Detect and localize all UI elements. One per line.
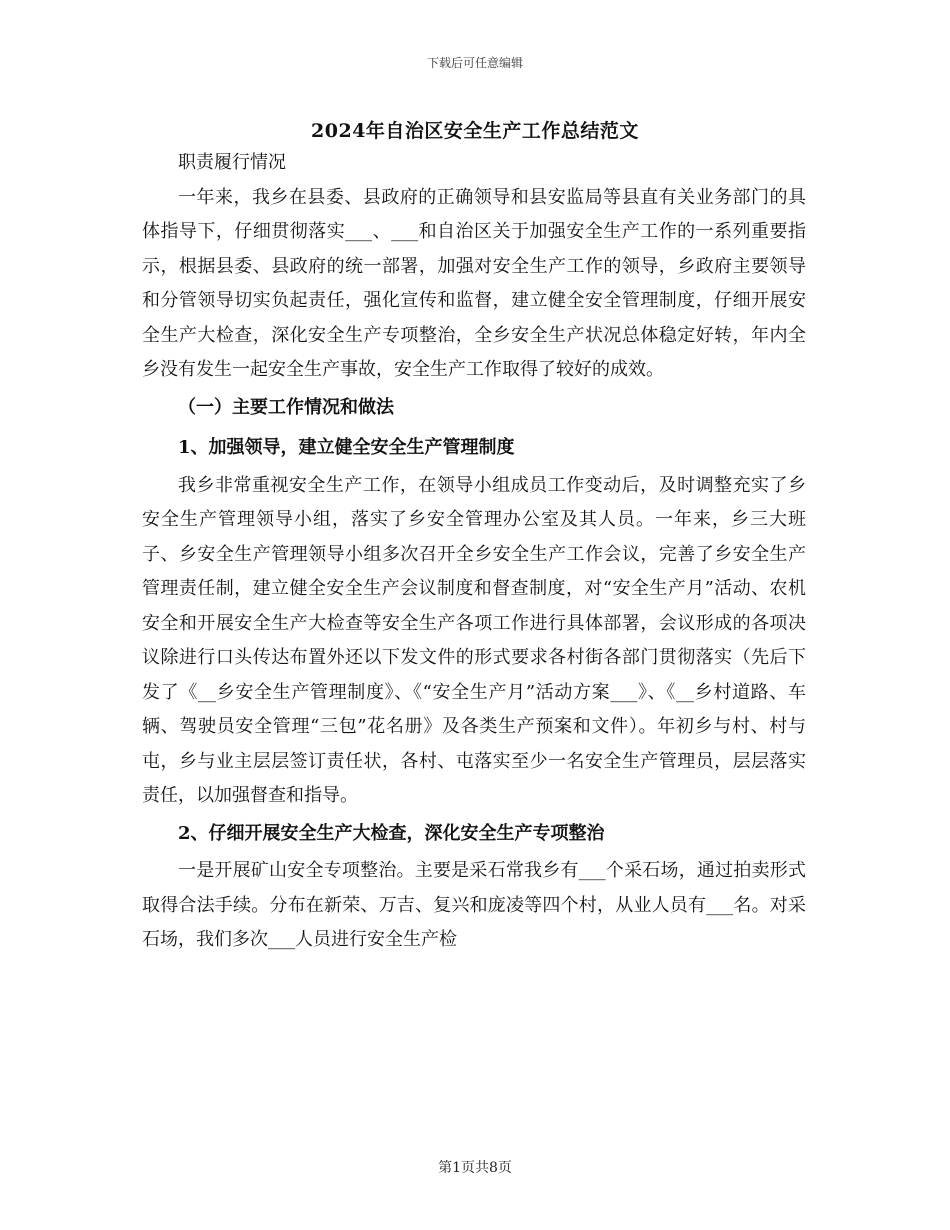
paragraph-intro: 一年来，我乡在县委、县政府的正确领导和县安监局等县直有关业务部门的具体指导下，仔细贯彻落实___、___和自治区关于加强安全生产工作的一系列重要指示，根据县委、县政府的统一部署，加强对安全生产工作的领导，乡政府主要领导和分管领导切实负起责任，强化宣传和监督，建立健全安全管理制度，仔细开展安全生产大检查，深化安全生产专项整治，全乡安全生产状况总体稳定好转，年内全乡没有发生一起安全生产事故，安全生产工作取得了较好的成效。 <box>142 186 806 380</box>
section-label-duties: 职责履行情况 <box>178 152 286 173</box>
paragraph-2: 一是开展矿山安全专项整治。主要是采石常我乡有___个采石场，通过拍卖形式取得合法手续。分布在新荣、万吉、复兴和庞凌等四个村，从业人员有___名。对采石场，我们多次___人员进行安全生产检 <box>142 860 806 950</box>
heading-main-work: （一）主要工作情况和做法 <box>178 396 394 418</box>
heading-2: 2、仔细开展安全生产大检查，深化安全生产专项整治 <box>178 822 605 844</box>
page-footer: 第1页共8页 <box>438 1160 512 1176</box>
header-note: 下载后可任意编辑 <box>426 56 523 70</box>
document-title: 2024年自治区安全生产工作总结范文 <box>311 120 639 142</box>
paragraph-1: 我乡非常重视安全生产工作，在领导小组成员工作变动后，及时调整充实了乡安全生产管理领导小组，落实了乡安全管理办公室及其人员。一年来，乡三大班子、乡安全生产管理领导小组多次召开全乡安全生产工作会议，完善了乡安全生产管理责任制，建立健全安全生产会议制度和督查制度，对“安全生产月”活动、农机安全和开展安全生产大检查等安全生产各项工作进行具体部署，会议形成的各项决议除进行口头传达布置外还以下发文件的形式要求各村街各部门贯彻落实（先后下发了《__乡安全生产管理制度》、《“安全生产月”活动方案___》、《__乡村道路、车辆、驾驶员安全管理“三包”花名册》及各类生产预案和文件）。年初乡与村、村与屯，乡与业主层层签订责任状，各村、屯落实至少一名安全生产管理员，层层落实责任，以加强督查和指导。 <box>142 474 806 806</box>
document-body <box>142 146 806 958</box>
heading-1: 1、加强领导，建立健全安全生产管理制度 <box>178 437 515 458</box>
